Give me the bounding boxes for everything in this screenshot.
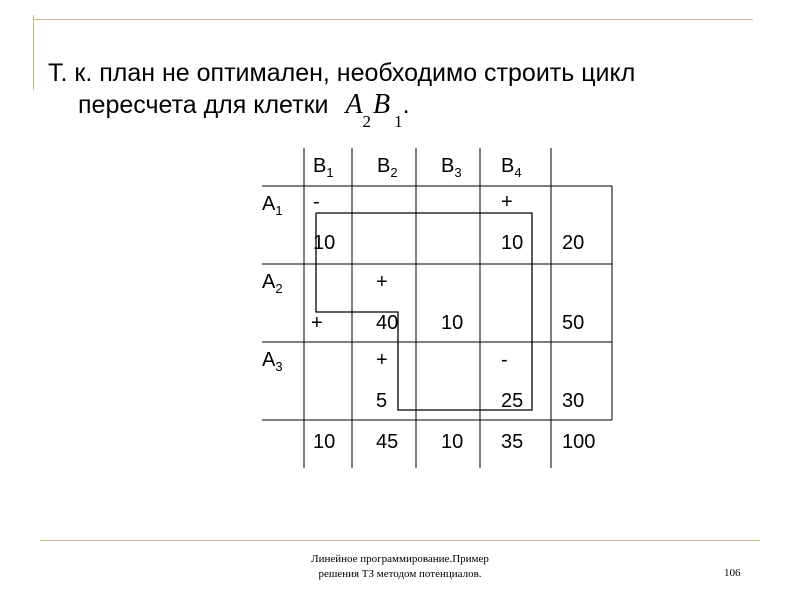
footer-line-1: Линейное программирование.Пример <box>311 553 489 565</box>
demand-total: 100 <box>562 431 596 453</box>
sign-a2-b1: + <box>311 312 323 334</box>
recalculation-cycle <box>316 213 532 410</box>
sign-a1-b1: - <box>313 191 320 213</box>
supply-a2: 50 <box>562 312 585 334</box>
footer-line-2: решения ТЗ методом потенциалов. <box>318 568 482 580</box>
cell-notation-a: A <box>345 89 363 120</box>
column-header-b4: $B_4$ <box>501 155 522 180</box>
value-a1-b4: 10 <box>501 232 524 254</box>
row-header-a2: $A_2$ <box>262 271 283 296</box>
supply-a3: 30 <box>562 390 585 412</box>
value-a1-b1: 10 <box>313 232 336 254</box>
row-header-a3: $A_3$ <box>262 349 283 374</box>
value-a2-b3: 10 <box>441 312 464 334</box>
page-number: 106 <box>724 567 741 579</box>
row-header-a1: $A_1$ <box>262 193 283 218</box>
column-header-b1: $B_1$ <box>313 155 334 180</box>
sign-a3-b2: + <box>376 349 388 371</box>
heading-line-1: Т. к. план не оптимален, необходимо строить цикл <box>48 59 636 87</box>
column-header-b2: $B_2$ <box>377 155 398 180</box>
cell-notation-b: B <box>373 89 391 120</box>
sign-a3-b4: - <box>501 349 508 371</box>
sign-a1-b4: + <box>501 191 513 213</box>
column-header-b3: $B_3$ <box>441 155 462 180</box>
demand-b1: 10 <box>313 431 336 453</box>
value-a2-b2: 40 <box>376 312 399 334</box>
cell-notation-b-index: 1 <box>394 112 403 131</box>
slide-footer <box>260 552 540 582</box>
demand-b3: 10 <box>441 431 464 453</box>
value-a3-b2: 5 <box>376 390 388 412</box>
demand-b4: 35 <box>501 431 524 453</box>
cell-notation-a-index: 2 <box>362 112 372 131</box>
sign-a2-b2: + <box>376 271 388 293</box>
heading-line-2-text: пересчета для клетки <box>78 91 329 119</box>
value-a3-b4: 25 <box>501 390 524 412</box>
demand-b2: 45 <box>376 431 399 453</box>
cell-notation-end: . <box>402 91 410 119</box>
supply-a1: 20 <box>562 232 585 254</box>
